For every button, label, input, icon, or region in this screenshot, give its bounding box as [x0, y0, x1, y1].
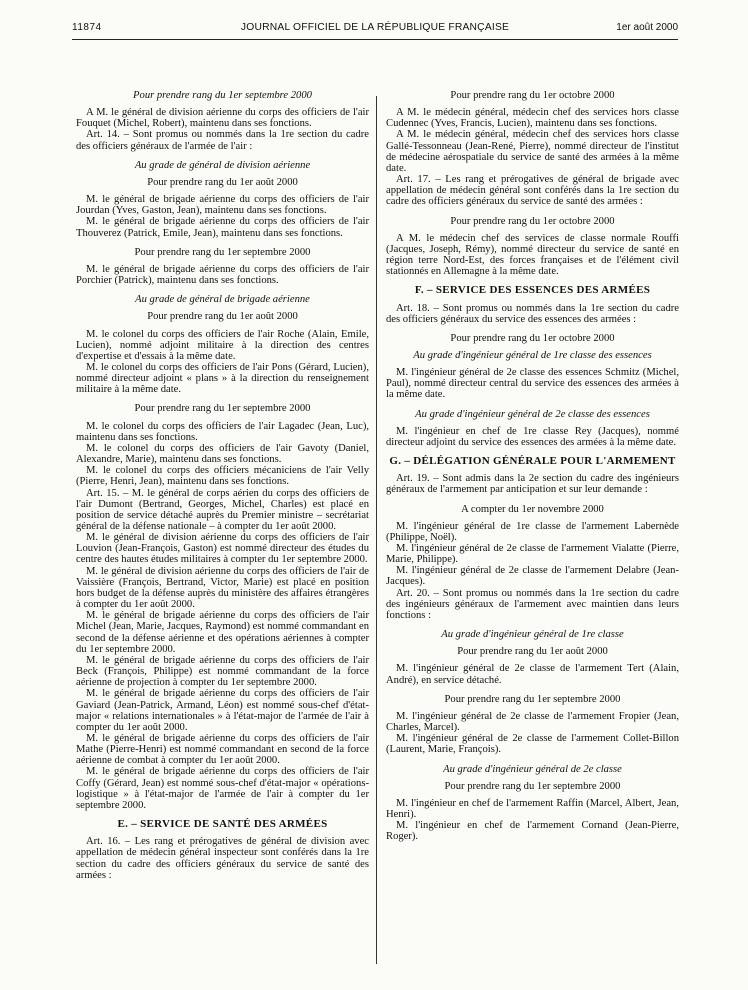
article-paragraph: Art. 18. – Sont promus ou nommés dans la 1re section du cadre des officiers généraux du service des essences des armées :: [386, 302, 679, 325]
paragraph: M. l'ingénieur général de 2e classe de l'armement Tert (Alain, André), en service détaché.: [386, 663, 679, 686]
paragraph: M. le général de brigade aérienne du corps des officiers de l'air Michel (Jean, Marie, Jacques, Raymond) est nommé commandant en second de la défense aérienne et des opérations aériennes à compter du 1er septembre 2000.: [76, 610, 369, 655]
rank-date-heading: A compter du 1er novembre 2000: [461, 503, 604, 515]
rank-date-heading: Pour prendre rang du 1er septembre 2000: [444, 693, 621, 705]
paragraph: M. le général de brigade aérienne du corps des officiers de l'air Thouverez (Patrick, Emile, Jean), maintenu dans ses fonctions.: [76, 216, 369, 239]
spacer: [386, 496, 679, 504]
paragraph: M. l'ingénieur général de 2e classe de l'armement Fropier (Jean, Charles, Marcel).: [386, 710, 679, 734]
paragraph: M. le général de brigade aérienne du corps des officiers de l'air Gaviard (Jean-Patrick, Armand, Léon) est nommé sous-chef d'état-major « relations internationales » à l'état-major de l'armée de l'air à compter du 1er août 2000.: [76, 688, 369, 733]
rank-date-heading: Pour prendre rang du 1er août 2000: [147, 311, 298, 323]
paragraph: M. le général de brigade aérienne du corps des officiers de l'air Jourdan (Yves, Gaston, Jean), maintenu dans ses fonctions.: [76, 194, 369, 217]
grade-heading: Au grade d'ingénieur général de 1re classe des essences: [413, 349, 652, 361]
journal-title: JOURNAL OFFICIEL DE LA RÉPUBLIQUE FRANÇAISE: [240, 22, 510, 33]
paragraph: M. l'ingénieur général de 2e classe de l'armement Vialatte (Pierre, Marie, Philippe).: [386, 543, 679, 566]
spacer: [386, 621, 679, 629]
paragraph: M. l'ingénieur en chef de 1re classe Rey (Jacques), nommé directeur adjoint du service des essences des armées à la même date.: [386, 425, 679, 448]
column-divider: [376, 96, 377, 964]
page-header: [72, 22, 678, 38]
article-paragraph: Art. 20. – Sont promus ou nommés dans la 1re section du cadre des ingénieurs généraux de l'armement avec maintien dans leurs fonctions :: [386, 587, 679, 621]
section-heading: E. – SERVICE DE SANTÉ DES ARMÉES: [117, 818, 328, 831]
spacer: [76, 152, 369, 160]
grade-heading: Au grade d'ingénieur général de 2e classe: [443, 763, 622, 775]
paragraph: M. le général de brigade aérienne du corps des officiers de l'air Beck (François, Philippe) est nommé commandant de la force aérienne de projection à compter du 1er septembre 2000.: [76, 654, 369, 689]
header-rule: [72, 39, 678, 40]
paragraph: M. l'ingénieur général de 2e classe de l'armement Collet-Billon (Laurent, Marie, François).: [386, 733, 679, 756]
paragraph: A M. le médecin chef des services de classe normale Rouffi (Jacques, Joseph, Rémy), nommé directeur du service de santé en région terre Nord-Est, des forces françaises et de l'élément civil stationnés en Allemagne à la même date.: [386, 232, 679, 278]
paragraph: M. le général de brigade aérienne du corps des officiers de l'air Coffy (Gérard, Jean) est nommé sous-chef d'état-major « opérations-logistique » à l'état-major de l'armée de l'air à compter du 1er septembre 2000.: [76, 766, 369, 811]
paragraph: A M. le général de division aérienne du corps des officiers de l'air Fouquet (Michel, Robert), maintenu dans ses fonctions.: [76, 107, 369, 130]
spacer: [386, 401, 679, 409]
rank-date-heading: Pour prendre rang du 1er août 2000: [147, 176, 298, 188]
rank-date-heading: Pour prendre rang du 1er août 2000: [457, 646, 608, 658]
grade-heading: Au grade de général de brigade aérienne: [135, 294, 310, 306]
rank-date-heading: Pour prendre rang du 1er octobre 2000: [450, 332, 615, 344]
spacer: [386, 325, 679, 333]
issue-date: 1er août 2000: [616, 22, 678, 33]
paragraph: M. le colonel du corps des officiers de l'air Lagadec (Jean, Luc), maintenu dans ses fonctions.: [76, 420, 369, 443]
spacer: [386, 686, 679, 694]
paragraph: M. le général de brigade aérienne du corps des officiers de l'air Mathe (Pierre-Henri) est nommé commandant en second de la force aérienne de combat à compter du 1er août 2000.: [76, 732, 369, 767]
paragraph: M. le général de division aérienne du corps des officiers de l'air de Vaissière (François, Bertrand, Victor, Marie) est placé en position hors budget de la défense auprès du ministère des affaires étrangères à compter du 1er août 2000.: [76, 565, 369, 611]
page-number: 11874: [72, 22, 102, 33]
paragraph: M. l'ingénieur en chef de l'armement Raffin (Marcel, Albert, Jean, Henri).: [386, 797, 679, 820]
spacer: [76, 239, 369, 247]
paragraph: M. le colonel du corps des officiers de l'air Gavoty (Daniel, Alexandre, Marie), maintenu dans ses fonctions.: [76, 442, 369, 466]
section-heading: F. – SERVICE DES ESSENCES DES ARMÉES: [414, 284, 651, 297]
grade-heading: Au grade de général de division aérienne: [134, 159, 311, 171]
section-heading: G. – DÉLÉGATION GÉNÉRALE POUR L'ARMEMENT: [389, 455, 676, 468]
spacer: [76, 286, 369, 294]
spacer: [76, 395, 369, 403]
spacer: [386, 756, 679, 764]
spacer: [386, 208, 679, 216]
grade-heading: Pour prendre rang du 1er septembre 2000: [133, 90, 312, 101]
paragraph: M. le général de division aérienne du corps des officiers de l'air Louvion (Jean-François, Gaston) est nommé directeur des études du centre des hautes études militaires à compter du 1er septembre 2000.: [76, 532, 369, 566]
rank-date-heading: Pour prendre rang du 1er septembre 2000: [444, 780, 621, 792]
paragraph: M. le général de brigade aérienne du corps des officiers de l'air Porchier (Patrick), maintenu dans ses fonctions.: [76, 263, 369, 287]
paragraph: M. le colonel du corps des officiers mécaniciens de l'air Velly (Pierre, Henri, Jean), maintenu dans ses fonctions.: [76, 465, 369, 488]
paragraph: M. l'ingénieur général de 2e classe des essences Schmitz (Michel, Paul), nommé directeur central du service des essences des armées à la même date.: [386, 367, 679, 401]
paragraph: M. l'ingénieur général de 1re classe de l'armement Labernède (Philippe, Noël).: [386, 520, 679, 543]
paragraph: A M. le médecin général, médecin chef des services hors classe Gallé-Tessonneau (Jean-René, Pierre), nommé directeur de l'institut de médecine aérospatiale du service de santé des armées à la même date.: [386, 129, 679, 174]
paragraph: A M. le médecin général, médecin chef des services hors classe Cudennec (Yves, Francis, Lucien), maintenu dans ses fonctions.: [386, 107, 679, 130]
article-paragraph: Art. 17. – Les rang et prérogatives de général de brigade avec appellation de médecin général sont conférés dans la 1re section du cadre des officiers généraux du service de santé des armées :: [386, 174, 679, 208]
paragraph: M. le colonel du corps des officiers de l'air Pons (Gérard, Lucien), nommé directeur adjoint « plans » à la direction du renseignement militaire à la même date.: [76, 361, 369, 396]
paragraph: M. l'ingénieur général de 2e classe de l'armement Delabre (Jean-Jacques).: [386, 565, 679, 588]
rank-date-heading: Pour prendre rang du 1er octobre 2000: [450, 90, 615, 101]
right-column: [386, 90, 679, 842]
left-column: [76, 90, 369, 881]
grade-heading: Au grade d'ingénieur général de 1re classe: [441, 629, 624, 641]
article-paragraph: Art. 16. – Les rang et prérogatives de général de division avec appellation de médecin général inspecteur sont conférés dans la 1re section du cadre des officiers généraux du service de santé des armées :: [76, 836, 369, 881]
rank-date-heading: Pour prendre rang du 1er septembre 2000: [134, 246, 311, 258]
paragraph: M. l'ingénieur en chef de l'armement Cornand (Jean-Pierre, Roger).: [386, 820, 679, 843]
grade-heading: Au grade d'ingénieur général de 2e classe des essences: [415, 408, 650, 420]
paragraph: M. le colonel du corps des officiers de l'air Roche (Alain, Emile, Lucien), nommé adjoint militaire à la direction des centres d'expertise et d'essais à la même date.: [76, 328, 369, 362]
article-paragraph: Art. 14. – Sont promus ou nommés dans la 1re section du cadre des officiers généraux de l'armée de l'air :: [76, 129, 369, 152]
rank-date-heading: Pour prendre rang du 1er septembre 2000: [134, 403, 311, 415]
article-paragraph: Art. 19. – Sont admis dans la 2e section du cadre des ingénieurs généraux de l'armement par anticipation et sur leur demande :: [386, 473, 679, 496]
rank-date-heading: Pour prendre rang du 1er octobre 2000: [450, 215, 615, 227]
article-paragraph: Art. 15. – M. le général de corps aérien du corps des officiers de l'air Dumont (Bertrand, Georges, Michel, Charles) est placé en position de service détaché auprès du Premier ministre – secrétariat général de la défense nationale – à compter du 1er août 2000.: [76, 487, 369, 532]
